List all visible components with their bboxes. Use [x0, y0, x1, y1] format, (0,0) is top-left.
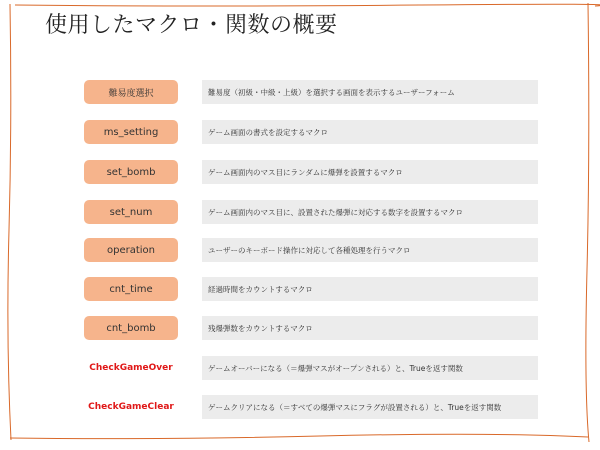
list-item [84, 356, 538, 380]
item-name: 難易度選択 [84, 80, 178, 104]
item-description: ゲーム画面内のマス目に、設置された爆弾に対応する数字を設置するマクロ [202, 200, 538, 224]
list-item [84, 80, 538, 104]
page-title: 使用したマクロ・関数の概要 [45, 13, 338, 38]
item-description: ゲームオーバーになる（＝爆弾マスがオープンされる）と、Trueを返す関数 [202, 356, 538, 380]
list-item [84, 316, 538, 340]
item-name: ms_setting [84, 120, 178, 144]
item-description: ユーザーのキーボード操作に対応して各種処理を行うマクロ [202, 238, 538, 262]
function-name: CheckGameClear [88, 402, 174, 412]
list-item [84, 200, 538, 224]
item-name: cnt_time [84, 277, 178, 301]
item-description: ゲームクリアになる（＝すべての爆弾マスにフラグが設置される）と、Trueを返す関数 [202, 395, 538, 419]
list-item [84, 395, 538, 419]
item-description: ゲーム画面内のマス目にランダムに爆弾を設置するマクロ [202, 160, 538, 184]
list-item [84, 160, 538, 184]
item-name: operation [84, 238, 178, 262]
item-name: set_bomb [84, 160, 178, 184]
function-name: CheckGameOver [89, 363, 173, 373]
item-description: ゲーム画面の書式を設定するマクロ [202, 120, 538, 144]
item-name: cnt_bomb [84, 316, 178, 340]
item-description: 経過時間をカウントするマクロ [202, 277, 538, 301]
list-item [84, 238, 538, 262]
list-item [84, 120, 538, 144]
item-description: 難易度（初級・中級・上級）を選択する画面を表示するユーザーフォーム [202, 80, 538, 104]
item-description: 残爆弾数をカウントするマクロ [202, 316, 538, 340]
item-name: set_num [84, 200, 178, 224]
list-item [84, 277, 538, 301]
